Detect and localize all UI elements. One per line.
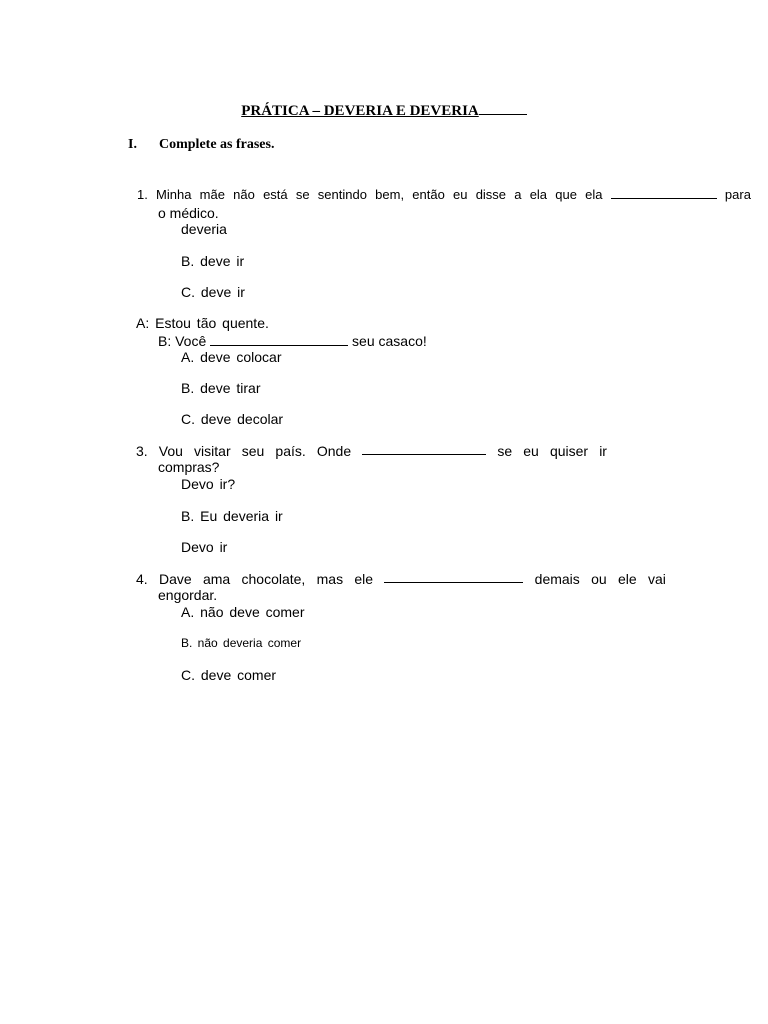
question-2-line-b — [158, 333, 427, 349]
fill-blank[interactable] — [362, 443, 486, 455]
question-2-line-a: A: Estou tão quente. — [136, 315, 269, 331]
q1-word: a — [514, 187, 522, 202]
q1-word: disse — [475, 187, 507, 202]
q3-word: país. — [275, 443, 306, 459]
question-2-option[interactable]: A. deve colocar — [181, 349, 282, 365]
q4-word: mas — [316, 571, 344, 587]
q3-word: 3. — [136, 443, 148, 459]
question-3-line — [136, 443, 607, 459]
q1-word: então — [412, 187, 445, 202]
question-3-continuation: compras? — [158, 459, 220, 475]
q1-word: está — [263, 187, 288, 202]
section-instruction: Complete as frases. — [159, 137, 275, 152]
title-underline-trail — [479, 113, 527, 115]
q1-word: bem, — [375, 187, 405, 202]
question-2-suffix: seu casaco! — [352, 333, 427, 349]
q1-word: eu — [453, 187, 468, 202]
fill-blank[interactable] — [210, 334, 348, 346]
q4-word: chocolate, — [241, 571, 306, 587]
question-3-option[interactable]: Devo ir? — [181, 476, 236, 492]
q3-word: ir — [599, 443, 607, 459]
q3-word: visitar — [194, 443, 231, 459]
q3-word: quiser — [549, 443, 589, 459]
q3-word: eu — [523, 443, 539, 459]
question-1-option[interactable]: deveria — [181, 221, 227, 237]
question-1-continuation: o médico. — [158, 205, 219, 221]
q4-word: ama — [202, 571, 231, 587]
question-1-line — [137, 187, 751, 202]
question-2-prefix: B: Você — [158, 333, 207, 349]
question-4-option[interactable]: A. não deve comer — [181, 604, 305, 620]
q1-word: Minha — [156, 187, 192, 202]
q1-word: não — [233, 187, 255, 202]
q1-word: para — [724, 187, 751, 202]
question-2-option[interactable]: B. deve tirar — [181, 380, 261, 396]
question-4-option[interactable]: B. não deveria comer — [181, 636, 302, 650]
q1-word: 1. — [137, 187, 148, 202]
fill-blank[interactable] — [611, 187, 717, 199]
question-3-option[interactable]: Devo ir — [181, 539, 228, 555]
question-3-option[interactable]: B. Eu deveria ir — [181, 508, 283, 524]
fill-blank[interactable] — [384, 571, 523, 583]
question-1-option[interactable]: C. deve ir — [181, 284, 245, 300]
question-2-option[interactable]: C. deve decolar — [181, 411, 284, 427]
q1-word: que — [555, 187, 577, 202]
q1-word: ela — [529, 187, 548, 202]
q3-word: Vou — [158, 443, 183, 459]
q3-word: se — [497, 443, 513, 459]
page-title: PRÁTICA – DEVERIA E DEVERIA — [0, 103, 768, 120]
question-4-line — [136, 571, 666, 587]
q3-word: Onde — [316, 443, 352, 459]
q1-word: se — [295, 187, 310, 202]
q4-word: demais — [534, 571, 580, 587]
question-4-continuation: engordar. — [158, 587, 218, 603]
q4-word: 4. — [136, 571, 148, 587]
q1-word: ela — [585, 187, 603, 202]
q1-word: mãe — [199, 187, 225, 202]
q3-word: seu — [241, 443, 265, 459]
section-number: I. — [128, 137, 137, 152]
question-1-option[interactable]: B. deve ir — [181, 253, 245, 269]
q4-word: Dave — [158, 571, 192, 587]
q4-word: ele — [354, 571, 374, 587]
question-4-option[interactable]: C. deve comer — [181, 667, 277, 683]
q4-word: ou — [591, 571, 607, 587]
q4-word: ele — [617, 571, 637, 587]
q1-word: sentindo — [317, 187, 367, 202]
q4-word: vai — [647, 571, 666, 587]
question-1 — [137, 187, 751, 202]
